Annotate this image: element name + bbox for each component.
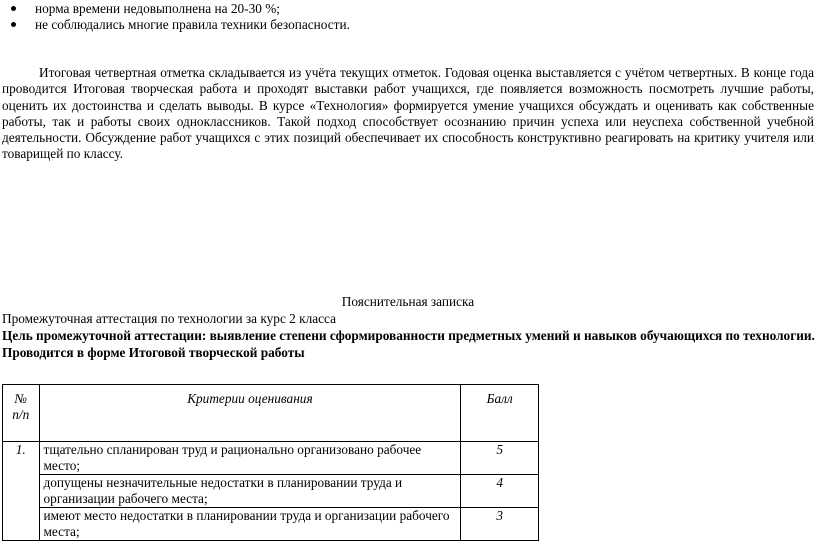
bullet-item xyxy=(11,1,350,17)
form-line: Проводится в форме Итоговой творческой работы xyxy=(2,345,305,360)
score-cell: 3 xyxy=(461,508,539,541)
num-header-line2: п/п xyxy=(12,407,30,422)
criteria-cell: имеют место недостатки в планировании труда и организации рабочего места; xyxy=(39,508,461,541)
score-cell: 4 xyxy=(461,475,539,508)
score-cell: 5 xyxy=(461,442,539,475)
num-header-line1: № xyxy=(14,391,28,406)
goal-line: Цель промежуточной аттестации: выявление степени сформированности предметных умений и навыков обучающихся по технологии. xyxy=(2,328,815,343)
criteria-table xyxy=(2,384,539,541)
criteria-cell: допущены незначительные недостатки в планировании труда и организации рабочего места; xyxy=(39,475,461,508)
bullet-item xyxy=(11,17,350,33)
criteria-header: Критерии оценивания xyxy=(39,385,461,442)
bullet-text: норма времени недовыполнена на 20-30 %; xyxy=(35,1,280,16)
table-row xyxy=(3,442,539,475)
bullet-icon xyxy=(11,6,16,11)
note-title: Пояснительная записка xyxy=(341,294,475,309)
table-row xyxy=(3,475,539,508)
criteria-cell: тщательно спланирован труд и рационально организовано рабочее место; xyxy=(39,442,461,475)
table-row xyxy=(3,508,539,541)
num-header xyxy=(3,385,40,442)
row-number: 1. xyxy=(3,442,40,541)
assessment-paragraph: Итоговая четвертная отметка складывается из учёта текущих отметок. Годовая оценка выставляется с учётом четвертных. В конце года проводится Итоговая творческая работа и проходят выставки работ учащихся, где появляется возможность посмотреть лучшие работы, оценить их достоинства и сделать выводы. В курсе «Технология» формируется умение учащихся обсуждать и оценивать как собственные работы, так и работы своих одноклассников. Такой подход способствует осознанию причин успеха или неуспеха собственной учебной деятельности. Обсуждение работ учащихся с этих позиций обеспечивает их способность конструктивно реагировать на критику учителя или товарищей по классу. xyxy=(2,65,814,162)
bullet-list xyxy=(11,1,350,33)
attestation-line: Промежуточная аттестация по технологии за курс 2 класса xyxy=(2,311,337,326)
bullet-icon xyxy=(11,22,16,27)
score-header: Балл xyxy=(461,385,539,442)
bullet-text: не соблюдались многие правила техники безопасности. xyxy=(35,17,350,32)
table-header-row xyxy=(3,385,539,442)
